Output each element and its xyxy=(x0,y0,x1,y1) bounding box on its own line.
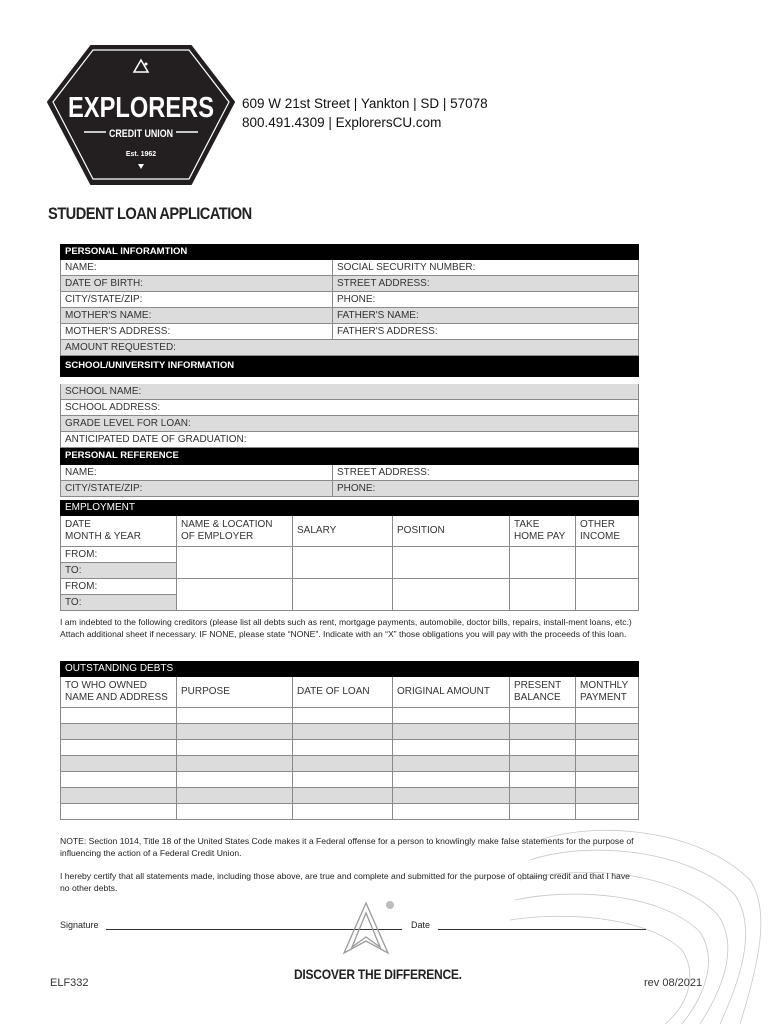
field-school-name[interactable]: SCHOOL NAME: xyxy=(61,384,639,400)
field-reference-phone[interactable]: PHONE: xyxy=(333,481,639,497)
debt-row[interactable] xyxy=(61,724,639,740)
employment-to[interactable]: TO: xyxy=(61,595,177,611)
employment-cell[interactable] xyxy=(576,579,639,611)
address-line: 609 W 21st Street | Yankton | SD | 57078 xyxy=(242,96,488,111)
section-heading-employment: EMPLOYMENT xyxy=(61,501,639,516)
employment-cell[interactable] xyxy=(177,579,293,611)
form-id: ELF332 xyxy=(50,977,89,989)
date-label: Date xyxy=(411,920,431,930)
debt-row[interactable] xyxy=(61,772,639,788)
compass-mark-icon xyxy=(336,895,406,965)
field-reference-street[interactable]: STREET ADDRESS: xyxy=(333,465,639,481)
debt-row[interactable] xyxy=(61,788,639,804)
field-amount-requested[interactable]: AMOUNT REQUESTED: xyxy=(61,340,639,356)
employment-cell[interactable] xyxy=(293,547,393,579)
employment-cell[interactable] xyxy=(177,547,293,579)
field-graduation-date[interactable]: ANTICIPATED DATE OF GRADUATION: xyxy=(61,432,639,448)
col-salary: SALARY xyxy=(293,516,393,547)
federal-offense-note: NOTE: Section 1014, Title 18 of the United States Code makes it a Federal offense for a person to knowlingly make false statements for the purpose of influencing the action of a Federal Credit Union. xyxy=(60,836,634,858)
employment-from[interactable]: FROM: xyxy=(61,579,177,595)
employment-cell[interactable] xyxy=(393,579,510,611)
revision-date: rev 08/2021 xyxy=(644,977,703,989)
svg-text:EXPLORERS: EXPLORERS xyxy=(68,92,214,124)
section-heading-personal: PERSONAL INFORAMTION xyxy=(61,245,639,260)
field-fathers-name[interactable]: FATHER'S NAME: xyxy=(333,308,639,324)
field-reference-name[interactable]: NAME: xyxy=(61,465,333,481)
svg-text:CREDIT UNION: CREDIT UNION xyxy=(109,128,174,140)
explorers-logo xyxy=(46,42,236,188)
field-grade-level[interactable]: GRADE LEVEL FOR LOAN: xyxy=(61,416,639,432)
debt-row[interactable] xyxy=(61,708,639,724)
certification-text: I hereby certify that all statements made, including those above, are true and complete and submitted for the purpose of obtaiing credit and that I have no other debts. xyxy=(60,871,630,893)
section-heading-reference: PERSONAL REFERENCE xyxy=(61,448,639,465)
debt-row[interactable] xyxy=(61,756,639,772)
form-title: STUDENT LOAN APPLICATION xyxy=(48,204,252,223)
employment-cell[interactable] xyxy=(510,547,576,579)
outstanding-debts-table xyxy=(60,661,639,820)
col-take-home-pay: TAKE HOME PAY xyxy=(510,516,576,547)
employment-to[interactable]: TO: xyxy=(61,563,177,579)
col-other-income: OTHER INCOME xyxy=(576,516,639,547)
field-city-state-zip[interactable]: CITY/STATE/ZIP: xyxy=(61,292,333,308)
col-position: POSITION xyxy=(393,516,510,547)
field-mothers-name[interactable]: MOTHER'S NAME: xyxy=(61,308,333,324)
employment-cell[interactable] xyxy=(510,579,576,611)
contact-line: 800.491.4309 | ExplorersCU.com xyxy=(242,115,442,130)
date-line[interactable] xyxy=(438,929,646,930)
employment-from[interactable]: FROM: xyxy=(61,547,177,563)
col-date-of-loan: DATE OF LOAN xyxy=(293,677,393,708)
col-owned-to: TO WHO OWNED NAME AND ADDRESS xyxy=(61,677,177,708)
section-heading-debts: OUTSTANDING DEBTS xyxy=(61,662,639,677)
field-mothers-address[interactable]: MOTHER'S ADDRESS: xyxy=(61,324,333,340)
field-street-address[interactable]: STREET ADDRESS: xyxy=(333,276,639,292)
field-school-address[interactable]: SCHOOL ADDRESS: xyxy=(61,400,639,416)
col-original-amount: ORIGINAL AMOUNT xyxy=(393,677,510,708)
field-fathers-address[interactable]: FATHER'S ADDRESS: xyxy=(333,324,639,340)
col-purpose: PURPOSE xyxy=(177,677,293,708)
employment-table xyxy=(60,500,639,611)
field-reference-city[interactable]: CITY/STATE/ZIP: xyxy=(61,481,333,497)
employment-cell[interactable] xyxy=(393,547,510,579)
col-date: DATE MONTH & YEAR xyxy=(61,516,177,547)
personal-information-table xyxy=(60,244,639,497)
employment-cell[interactable] xyxy=(576,547,639,579)
svg-text:Est. 1962: Est. 1962 xyxy=(125,151,157,158)
debt-row[interactable] xyxy=(61,804,639,820)
debts-intro-text: I am indebted to the following creditors (please list all debts such as rent, mortgage payments, automobile, doctor bills, repairs, install-ment loans, etc.) Attach additional sheet if necessary. IF NONE, please state “NONE”. Indicate with an “X” those obligations you will pay with the proceeds of this loan. xyxy=(60,617,632,639)
debt-row[interactable] xyxy=(61,740,639,756)
section-heading-school: SCHOOL/UNIVERSITY INFORMATION xyxy=(61,356,639,377)
employment-cell[interactable] xyxy=(293,579,393,611)
col-employer: NAME & LOCATION OF EMPLOYER xyxy=(177,516,293,547)
tagline: DISCOVER THE DIFFERENCE. xyxy=(294,966,462,982)
col-present-balance: PRESENT BALANCE xyxy=(510,677,576,708)
signature-label: Signature xyxy=(60,920,99,930)
field-ssn[interactable]: SOCIAL SECURITY NUMBER: xyxy=(333,260,639,276)
field-name[interactable]: NAME: xyxy=(61,260,333,276)
col-monthly-payment: MONTHLY PAYMENT xyxy=(576,677,639,708)
field-date-of-birth[interactable]: DATE OF BIRTH: xyxy=(61,276,333,292)
field-phone[interactable]: PHONE: xyxy=(333,292,639,308)
